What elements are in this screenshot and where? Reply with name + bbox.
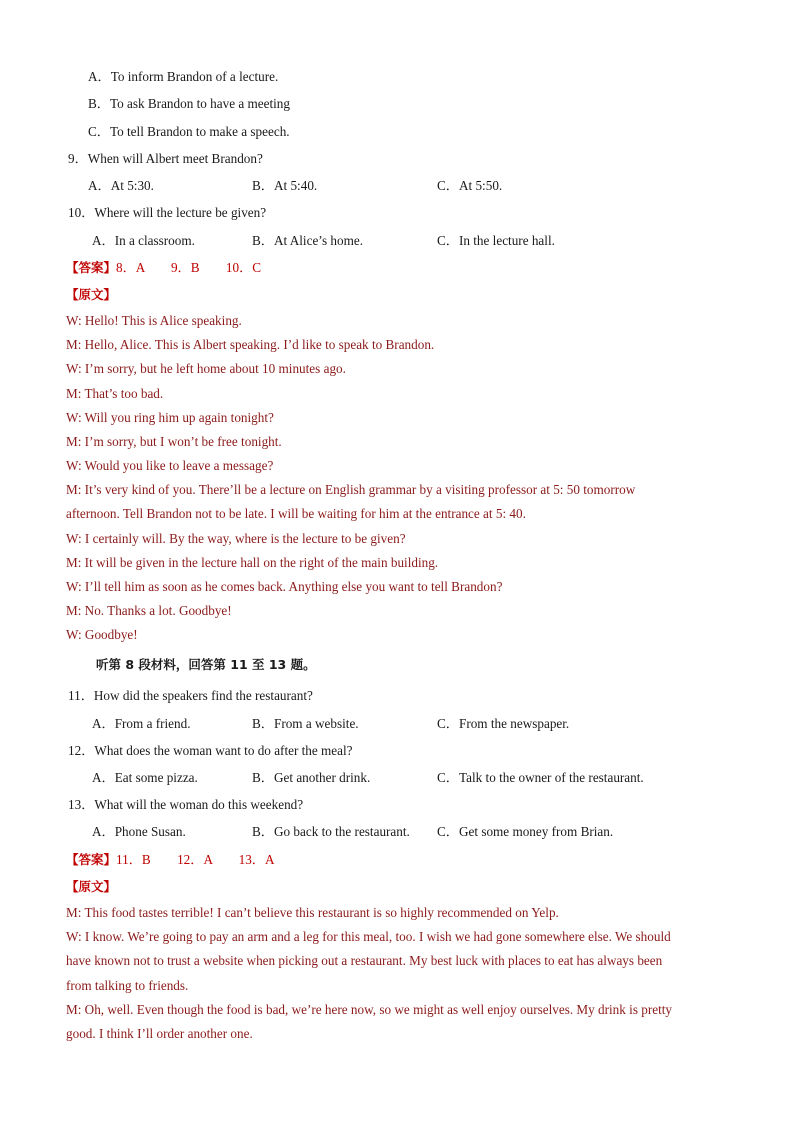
transcript-line: W: Goodbye! [66,627,138,642]
transcript-line: good. I think I’ll order another one. [66,1026,253,1041]
transcript-line: have known not to trust a website when picking out a restaurant. My best luck with places to eat has always been [66,953,663,968]
q10-option-c: C．In the lecture hall. [437,233,555,248]
transcript-line: W: I certainly will. By the way, where is the lecture to be given? [66,531,406,546]
transcript-line: M: It will be given in the lecture hall on the right of the main building. [66,555,439,570]
q10-option-b: B．At Alice’s home. [252,233,363,248]
q9-option-a: A．At 5:30. [88,178,154,193]
transcript-line: M: This food tastes terrible! I can’t believe this restaurant is so highly recommended on Yelp. [66,905,559,920]
transcript-line: afternoon. Tell Brandon not to be late. I will be waiting for him at the entrance at 5: 40. [66,506,526,521]
answer-block-1 [66,260,261,276]
q13-question: 13．What will the woman do this weekend? [68,797,304,812]
transcript-line: W: Would you like to leave a message? [66,458,274,473]
transcript-line: W: Hello! This is Alice speaking. [66,313,242,328]
q9-option-b: B．At 5:40. [252,178,318,193]
transcript-line: W: Will you ring him up again tonight? [66,410,274,425]
transcript-line: M: That’s too bad. [66,386,164,401]
transcript-line: W: I’ll tell him as soon as he comes back. Anything else you want to tell Brandon? [66,579,503,594]
transcript-tag: 【原文】 [66,287,117,302]
q10-option-a: A．In a classroom. [92,233,195,248]
q11-option-c: C．From the newspaper. [437,716,570,731]
q12-option-a: A．Eat some pizza. [92,770,198,785]
q11-question: 11．How did the speakers find the restaurant? [68,688,313,703]
transcript-line: M: No. Thanks a lot. Goodbye! [66,603,232,618]
q12-option-c: C．Talk to the owner of the restaurant. [437,770,644,785]
q11-option-b: B．From a website. [252,716,359,731]
q13-option-a: A．Phone Susan. [92,824,186,839]
transcript-line: M: It’s very kind of you. There’ll be a lecture on English grammar by a visiting professor at 5: 50 tomorrow [66,482,636,497]
q8-option-c: C．To tell Brandon to make a speech. [88,124,290,139]
q11-option-a: A．From a friend. [92,716,191,731]
q12-question: 12．What does the woman want to do after the meal? [68,743,353,758]
transcript-line: W: I’m sorry, but he left home about 10 minutes ago. [66,361,346,376]
transcript-line: M: Hello, Alice. This is Albert speaking. I’d like to speak to Brandon. [66,337,435,352]
section-heading: 听第 8 段材料，回答第 11 至 13 题。 [96,657,316,672]
answer-text: 11．B 12．A 13．A [116,852,275,867]
transcript-line: W: I know. We’re going to pay an arm and a leg for this meal, too. I wish we had gone somewhere else. We should [66,929,671,944]
transcript-tag: 【原文】 [66,879,117,894]
answer-text: 8．A 9．B 10．C [116,260,262,275]
q10-question: 10．Where will the lecture be given? [68,205,267,220]
answer-block-2 [66,852,275,868]
q8-option-b: B．To ask Brandon to have a meeting [88,96,290,111]
answer-tag: 【答案】 [66,852,117,867]
q13-option-b: B．Go back to the restaurant. [252,824,410,839]
q9-option-c: C．At 5:50. [437,178,503,193]
transcript-line: from talking to friends. [66,978,189,993]
transcript-line: M: Oh, well. Even though the food is bad, we’re here now, so we might as well enjoy ourselves. My drink is pretty [66,1002,673,1017]
q8-option-a: A．To inform Brandon of a lecture. [88,69,279,84]
q12-option-b: B．Get another drink. [252,770,371,785]
q13-option-c: C．Get some money from Brian. [437,824,614,839]
transcript-line: M: I’m sorry, but I won’t be free tonight. [66,434,282,449]
answer-tag: 【答案】 [66,260,117,275]
q9-question: 9．When will Albert meet Brandon? [68,151,263,166]
